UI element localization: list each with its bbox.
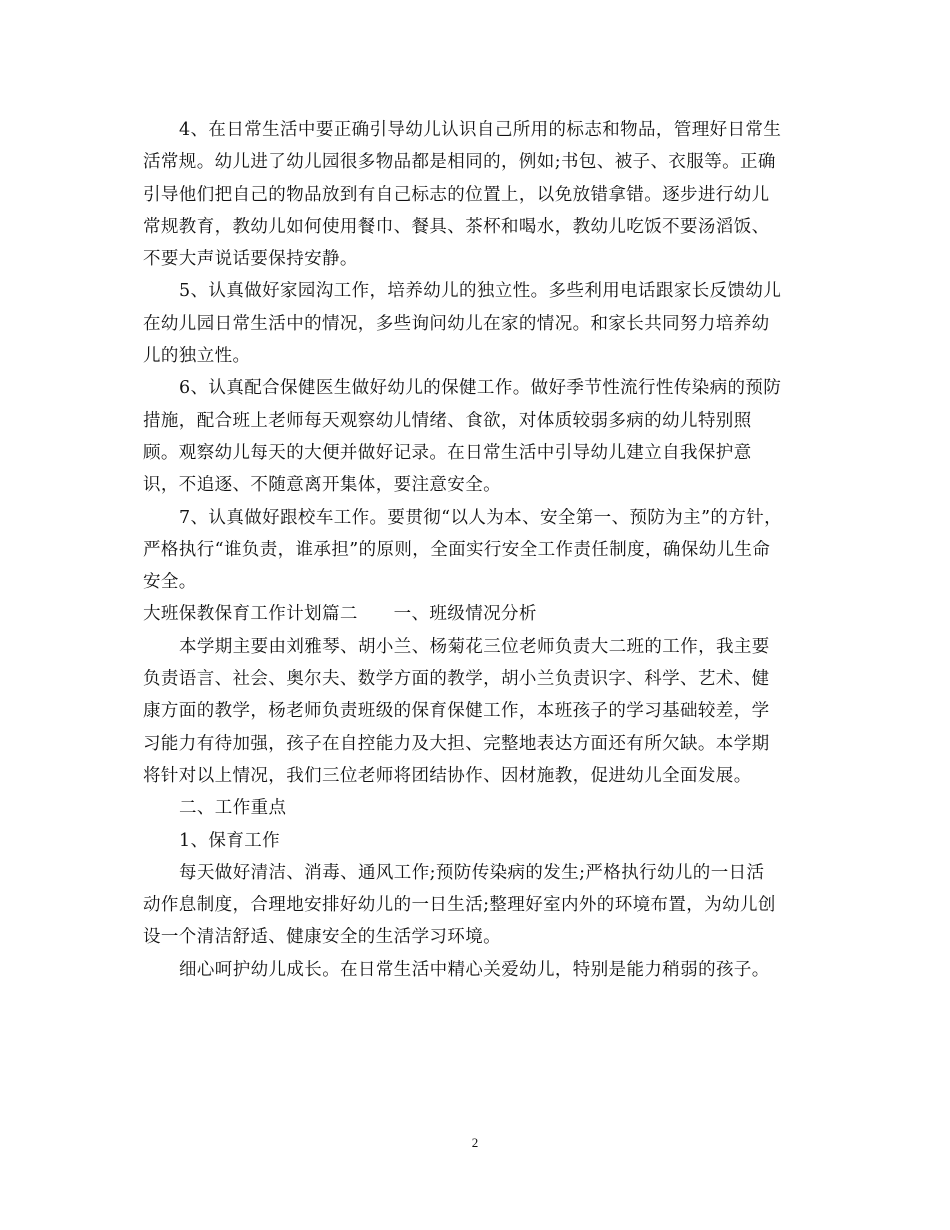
paragraph-line: 严格执行“谁负责，谁承担”的原则，全面实行安全工作责任制度，确保幼儿生命: [143, 539, 771, 560]
paragraph-line: 设一个清洁舒适、健康安全的生活学习环境。: [143, 927, 501, 948]
paragraph-line: 活常规。幼儿进了幼儿园很多物品都是相同的，例如;书包、被子、衣服等。正确: [143, 152, 776, 173]
subheading: 二、工作重点: [179, 798, 287, 819]
subheading: 1、保育工作: [179, 830, 281, 851]
paragraph-line: 4、在日常生活中要正确引导幼儿认识自己所用的标志和物品，管理好日常生: [179, 120, 782, 140]
paragraph-line: 本学期主要由刘雅琴、胡小兰、杨菊花三位老师负责大二班的工作，我主要: [179, 636, 770, 657]
paragraph-line: 习能力有待加强，孩子在自控能力及大担、完整地表达方面还有所欠缺。本学期: [143, 733, 770, 754]
paragraph-line: 5、认真做好家园沟工作，培养幼儿的独立性。多些利用电话跟家长反馈幼儿: [179, 281, 782, 302]
paragraph-line: 常规教育，教幼儿如何使用餐巾、餐具、茶杯和喝水，教幼儿吃饭不要汤滔饭、: [143, 216, 770, 237]
section-heading: 大班保教保育工作计划篇二 一、班级情况分析: [143, 604, 537, 625]
paragraph-line: 每天做好清洁、消毒、通风工作;预防传染病的发生;严格执行幼儿的一日活: [179, 862, 765, 883]
paragraph-line: 识，不追逐、不随意离开集体，要注意安全。: [143, 475, 501, 496]
paragraph-line: 康方面的教学，杨老师负责班级的保育保健工作，本班孩子的学习基础较差，学: [143, 701, 770, 722]
paragraph-line: 动作息制度，合理地安排好幼儿的一日生活;整理好室内外的环境布置，为幼儿创: [143, 895, 776, 916]
paragraph-line: 儿的独立性。: [143, 346, 251, 367]
paragraph-line: 6、认真配合保健医生做好幼儿的保健工作。做好季节性流行性传染病的预防: [179, 378, 782, 399]
paragraph-line: 措施，配合班上老师每天观察幼儿情绪、食欲，对体质较弱多病的幼儿特别照: [143, 410, 752, 431]
paragraph-line: 引导他们把自己的物品放到有自己标志的位置上，以免放错拿错。逐步进行幼儿: [143, 184, 770, 205]
paragraph-line: 在幼儿园日常生活中的情况，多些询问幼儿在家的情况。和家长共同努力培养幼: [143, 313, 770, 334]
paragraph-line: 细心呵护幼儿成长。在日常生活中精心关爱幼儿，特别是能力稍弱的孩子。: [179, 959, 770, 980]
paragraph-line: 7、认真做好跟校车工作。要贯彻“以人为本、安全第一、预防为主”的方针，: [179, 507, 783, 528]
paragraph-line: 将针对以上情况，我们三位老师将团结协作、因材施教，促进幼儿全面发展。: [143, 765, 752, 786]
document-body: [143, 114, 823, 986]
page-number: 2: [471, 1135, 479, 1150]
paragraph-line: 顾。观察幼儿每天的大便并做好记录。在日常生活中引导幼儿建立自我保护意: [143, 442, 752, 463]
paragraph-line: 不要大声说话要保持安静。: [143, 249, 358, 270]
paragraph-line: 负责语言、社会、奥尔夫、数学方面的教学，胡小兰负责识字、科学、艺术、健: [143, 669, 770, 690]
paragraph-line: 安全。: [143, 572, 197, 593]
